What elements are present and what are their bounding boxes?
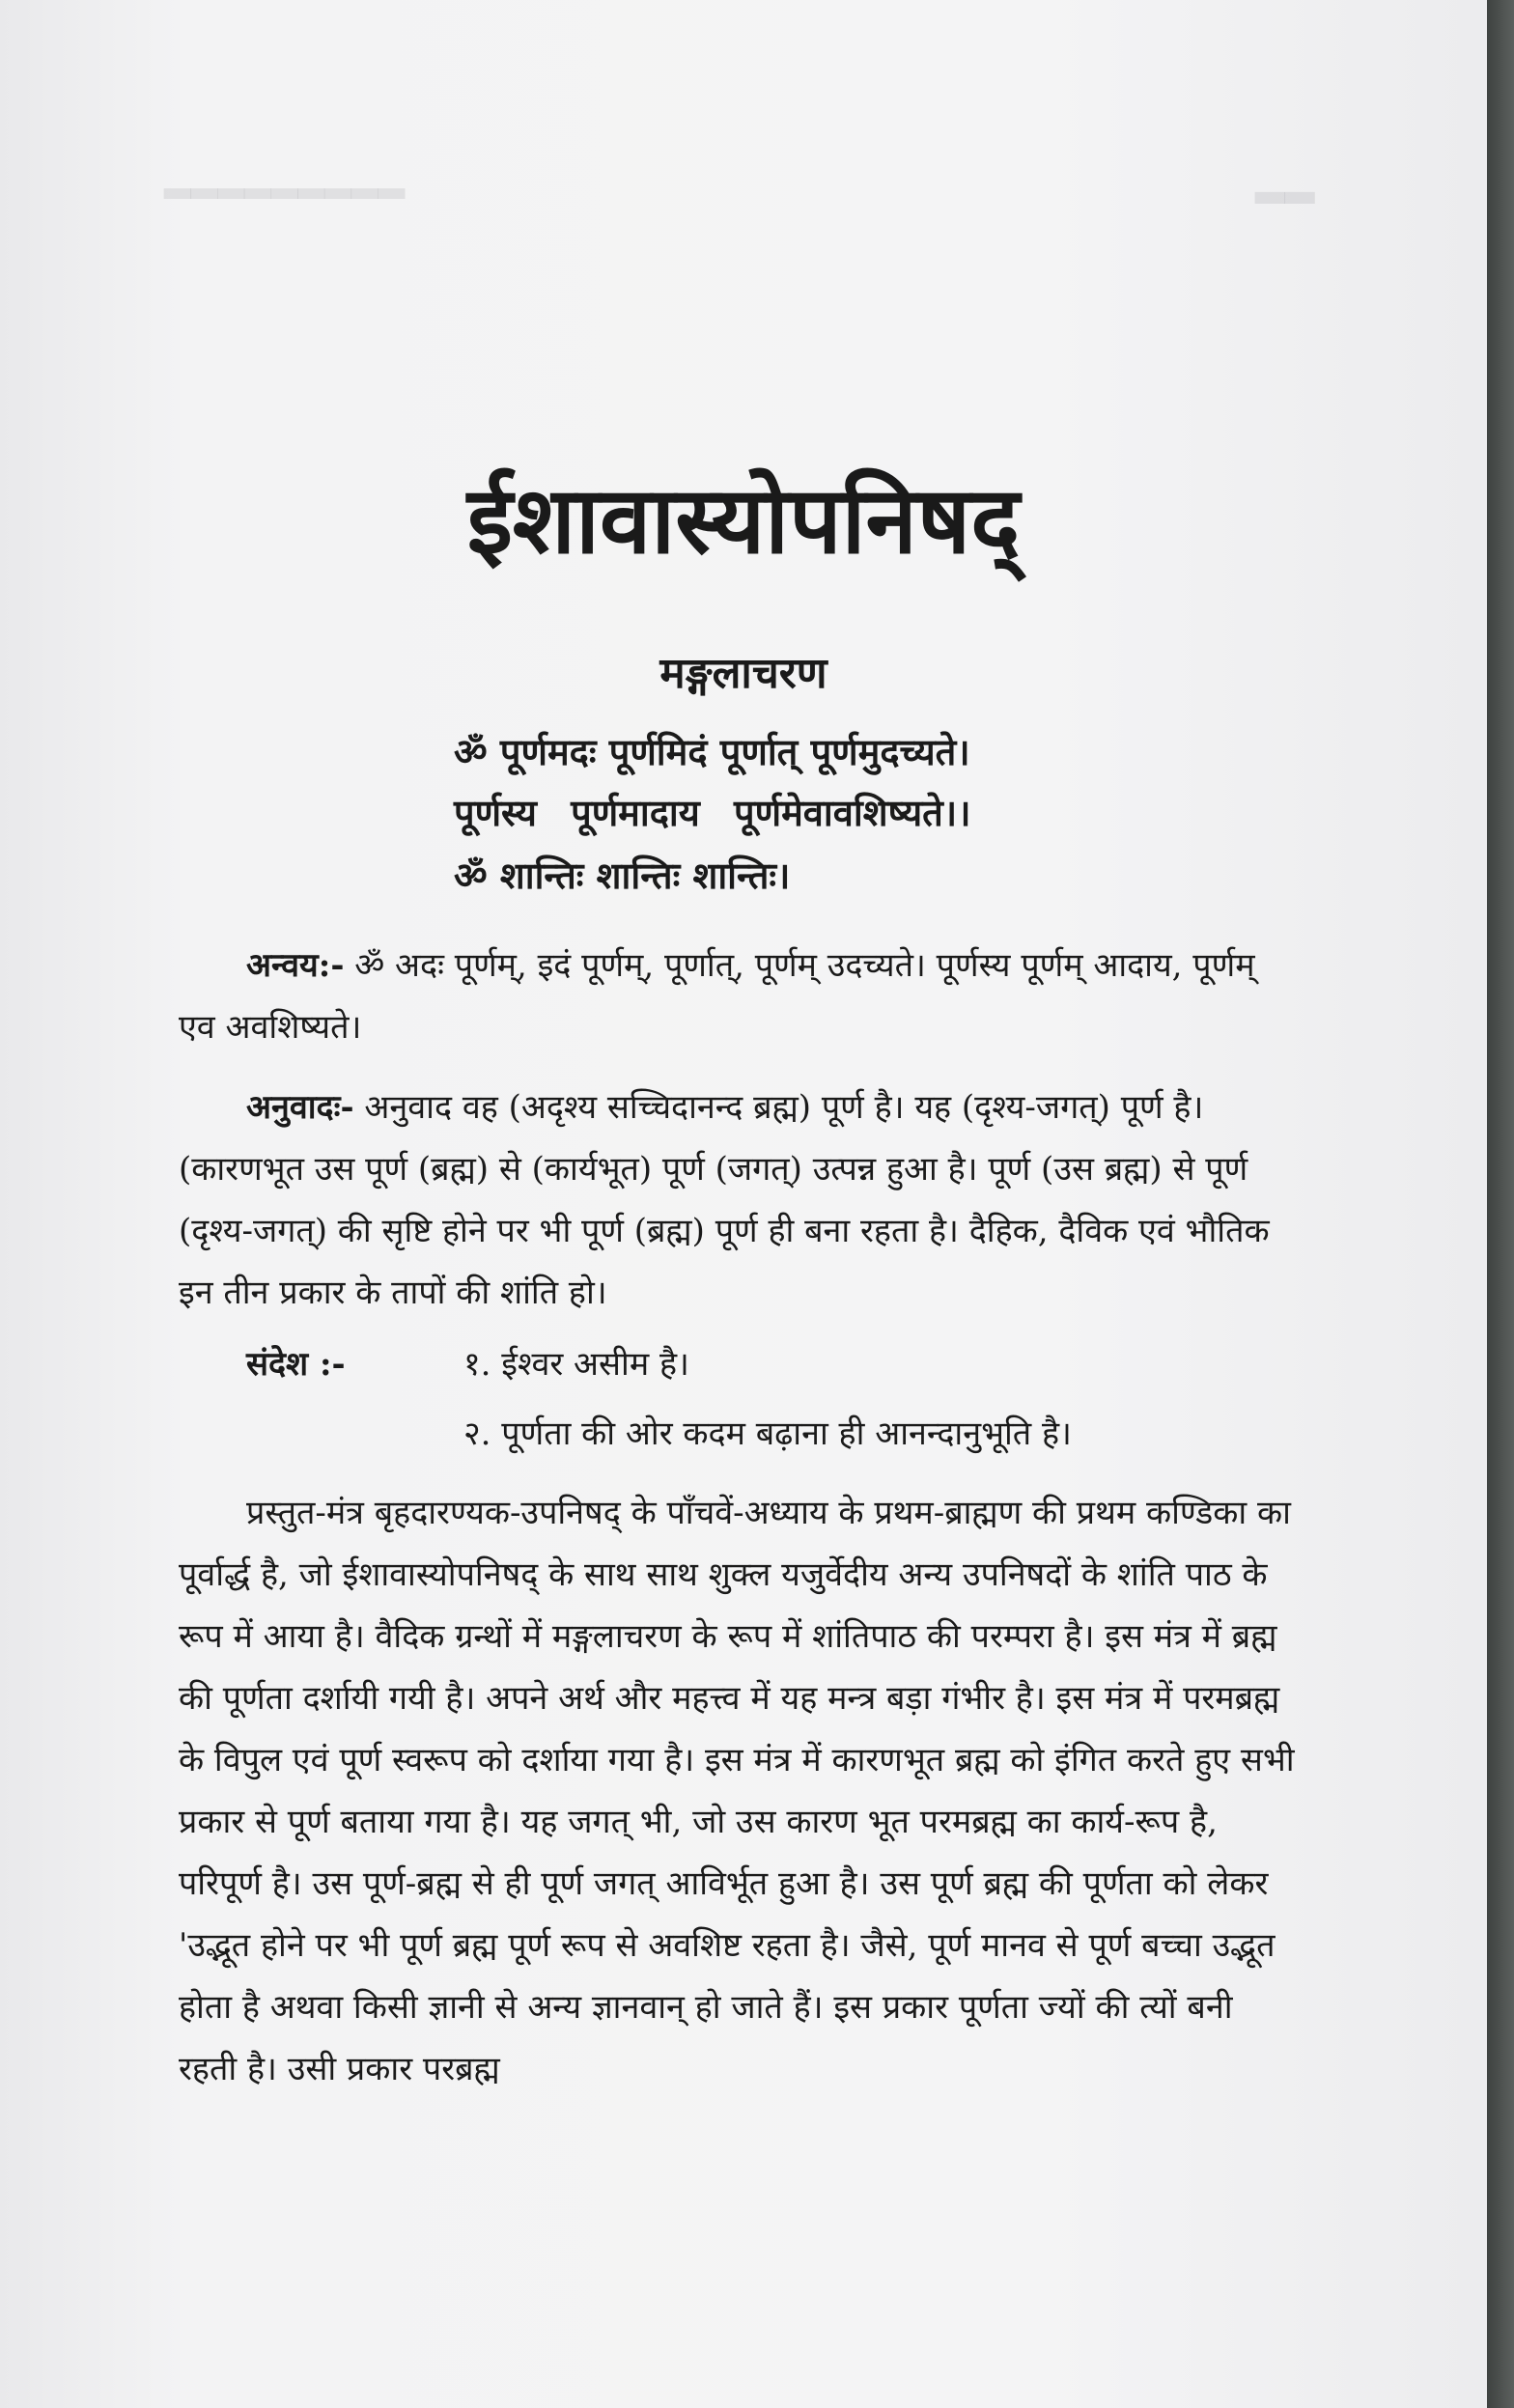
anvaya-paragraph bbox=[179, 935, 1299, 1058]
anvaya-label: अन्वय:- bbox=[246, 946, 345, 985]
bleed-through-header: ▂▂▂▂▂▂▂▂▂ bbox=[164, 159, 406, 199]
shloka-line-3: ॐ शान्तिः शान्तिः शान्तिः। bbox=[454, 854, 791, 897]
anuvad-paragraph bbox=[179, 1077, 1299, 1324]
background-edge bbox=[1487, 0, 1514, 2408]
section-heading: मङ्गलाचरण bbox=[659, 649, 827, 698]
anvaya-text: ॐ अदः पूर्णम्, इदं पूर्णम्, पूर्णात्, पूर्णम् उदच्यते। पूर्णस्य पूर्णम् आदाय, पूर्णम् एव अवशिष्यते। bbox=[179, 946, 1255, 1047]
anuvad-label: अनुवादः- bbox=[246, 1088, 354, 1127]
shloka-line-1: ॐ पूर्णमदः पूर्णमिदं पूर्णात् पूर्णमुदच्यते। bbox=[454, 730, 970, 773]
anuvad-text: अनुवाद वह (अदृश्य सच्चिदानन्द ब्रह्म) पूर्ण है। यह (दृश्य-जगत्) पूर्ण है। (कारणभूत उस पूर्ण (ब्रह्म) से (कार्यभूत) पूर्ण (जगत्) उत्पन्न हुआ है। पूर्ण (उस ब्रह्म) से पूर्ण (दृश्य-जगत्) की सृष्टि होने पर भी पूर्ण (ब्रह्म) पूर्ण ही बना रहता है। दैहिक, दैविक एवं भौतिक इन तीन प्रकार के तापों की शांति हो। bbox=[179, 1088, 1270, 1312]
sandesh-point-1: १. ईश्वर असीम है। bbox=[463, 1345, 689, 1384]
sandesh-label: संदेश :- bbox=[246, 1345, 346, 1384]
bleed-through-page-number: ▂▂ bbox=[1255, 159, 1315, 204]
sandesh-point-2: २. पूर्णता की ओर कदम बढ़ाना ही आनन्दानुभूति है। bbox=[463, 1414, 1072, 1453]
commentary-paragraph bbox=[179, 1482, 1299, 2100]
commentary-text: प्रस्तुत-मंत्र बृहदारण्यक-उपनिषद् के पाँचवें-अध्याय के प्रथम-ब्राह्मण की प्रथम कण्डिका का पूर्वार्द्ध है, जो ईशावास्योपनिषद् के साथ साथ शुक्ल यजुर्वेदीय अन्य उपनिषदों के शांति पाठ के रूप में आया है। वैदिक ग्रन्थों में मङ्गलाचरण के रूप में शांतिपाठ की परम्परा है। इस मंत्र में ब्रह्म की पूर्णता दर्शायी गयी है। अपने अर्थ और महत्त्व में यह मन्त्र बड़ा गंभीर है। इस मंत्र में परमब्रह्म के विपुल एवं पूर्ण स्वरूप को दर्शाया गया है। इस मंत्र में कारणभूत ब्रह्म को इंगित करते हुए सभी प्रकार से पूर्ण बताया गया है। यह जगत् भी, जो उस कारण भूत परमब्रह्म का कार्य-रूप है, परिपूर्ण है। उस पूर्ण-ब्रह्म से ही पूर्ण जगत् आविर्भूत हुआ है। उस पूर्ण ब्रह्म की पूर्णता को लेकर 'उद्भूत होने पर भी पूर्ण ब्रह्म पूर्ण रूप से अवशिष्ट रहता है। जैसे, पूर्ण मानव से पूर्ण बच्चा उद्भूत होता है अथवा किसी ज्ञानी से अन्य ज्ञानवान् हो जाते हैं। इस प्रकार पूर्णता ज्यों की त्यों बनी रहती है। उसी प्रकार परब्रह्म bbox=[179, 1494, 1295, 2088]
page-title: ईशावास्योपनिषद् bbox=[466, 465, 1021, 574]
shloka-line-2: पूर्णस्य पूर्णमादाय पूर्णमेवावशिष्यते।। bbox=[454, 791, 971, 834]
